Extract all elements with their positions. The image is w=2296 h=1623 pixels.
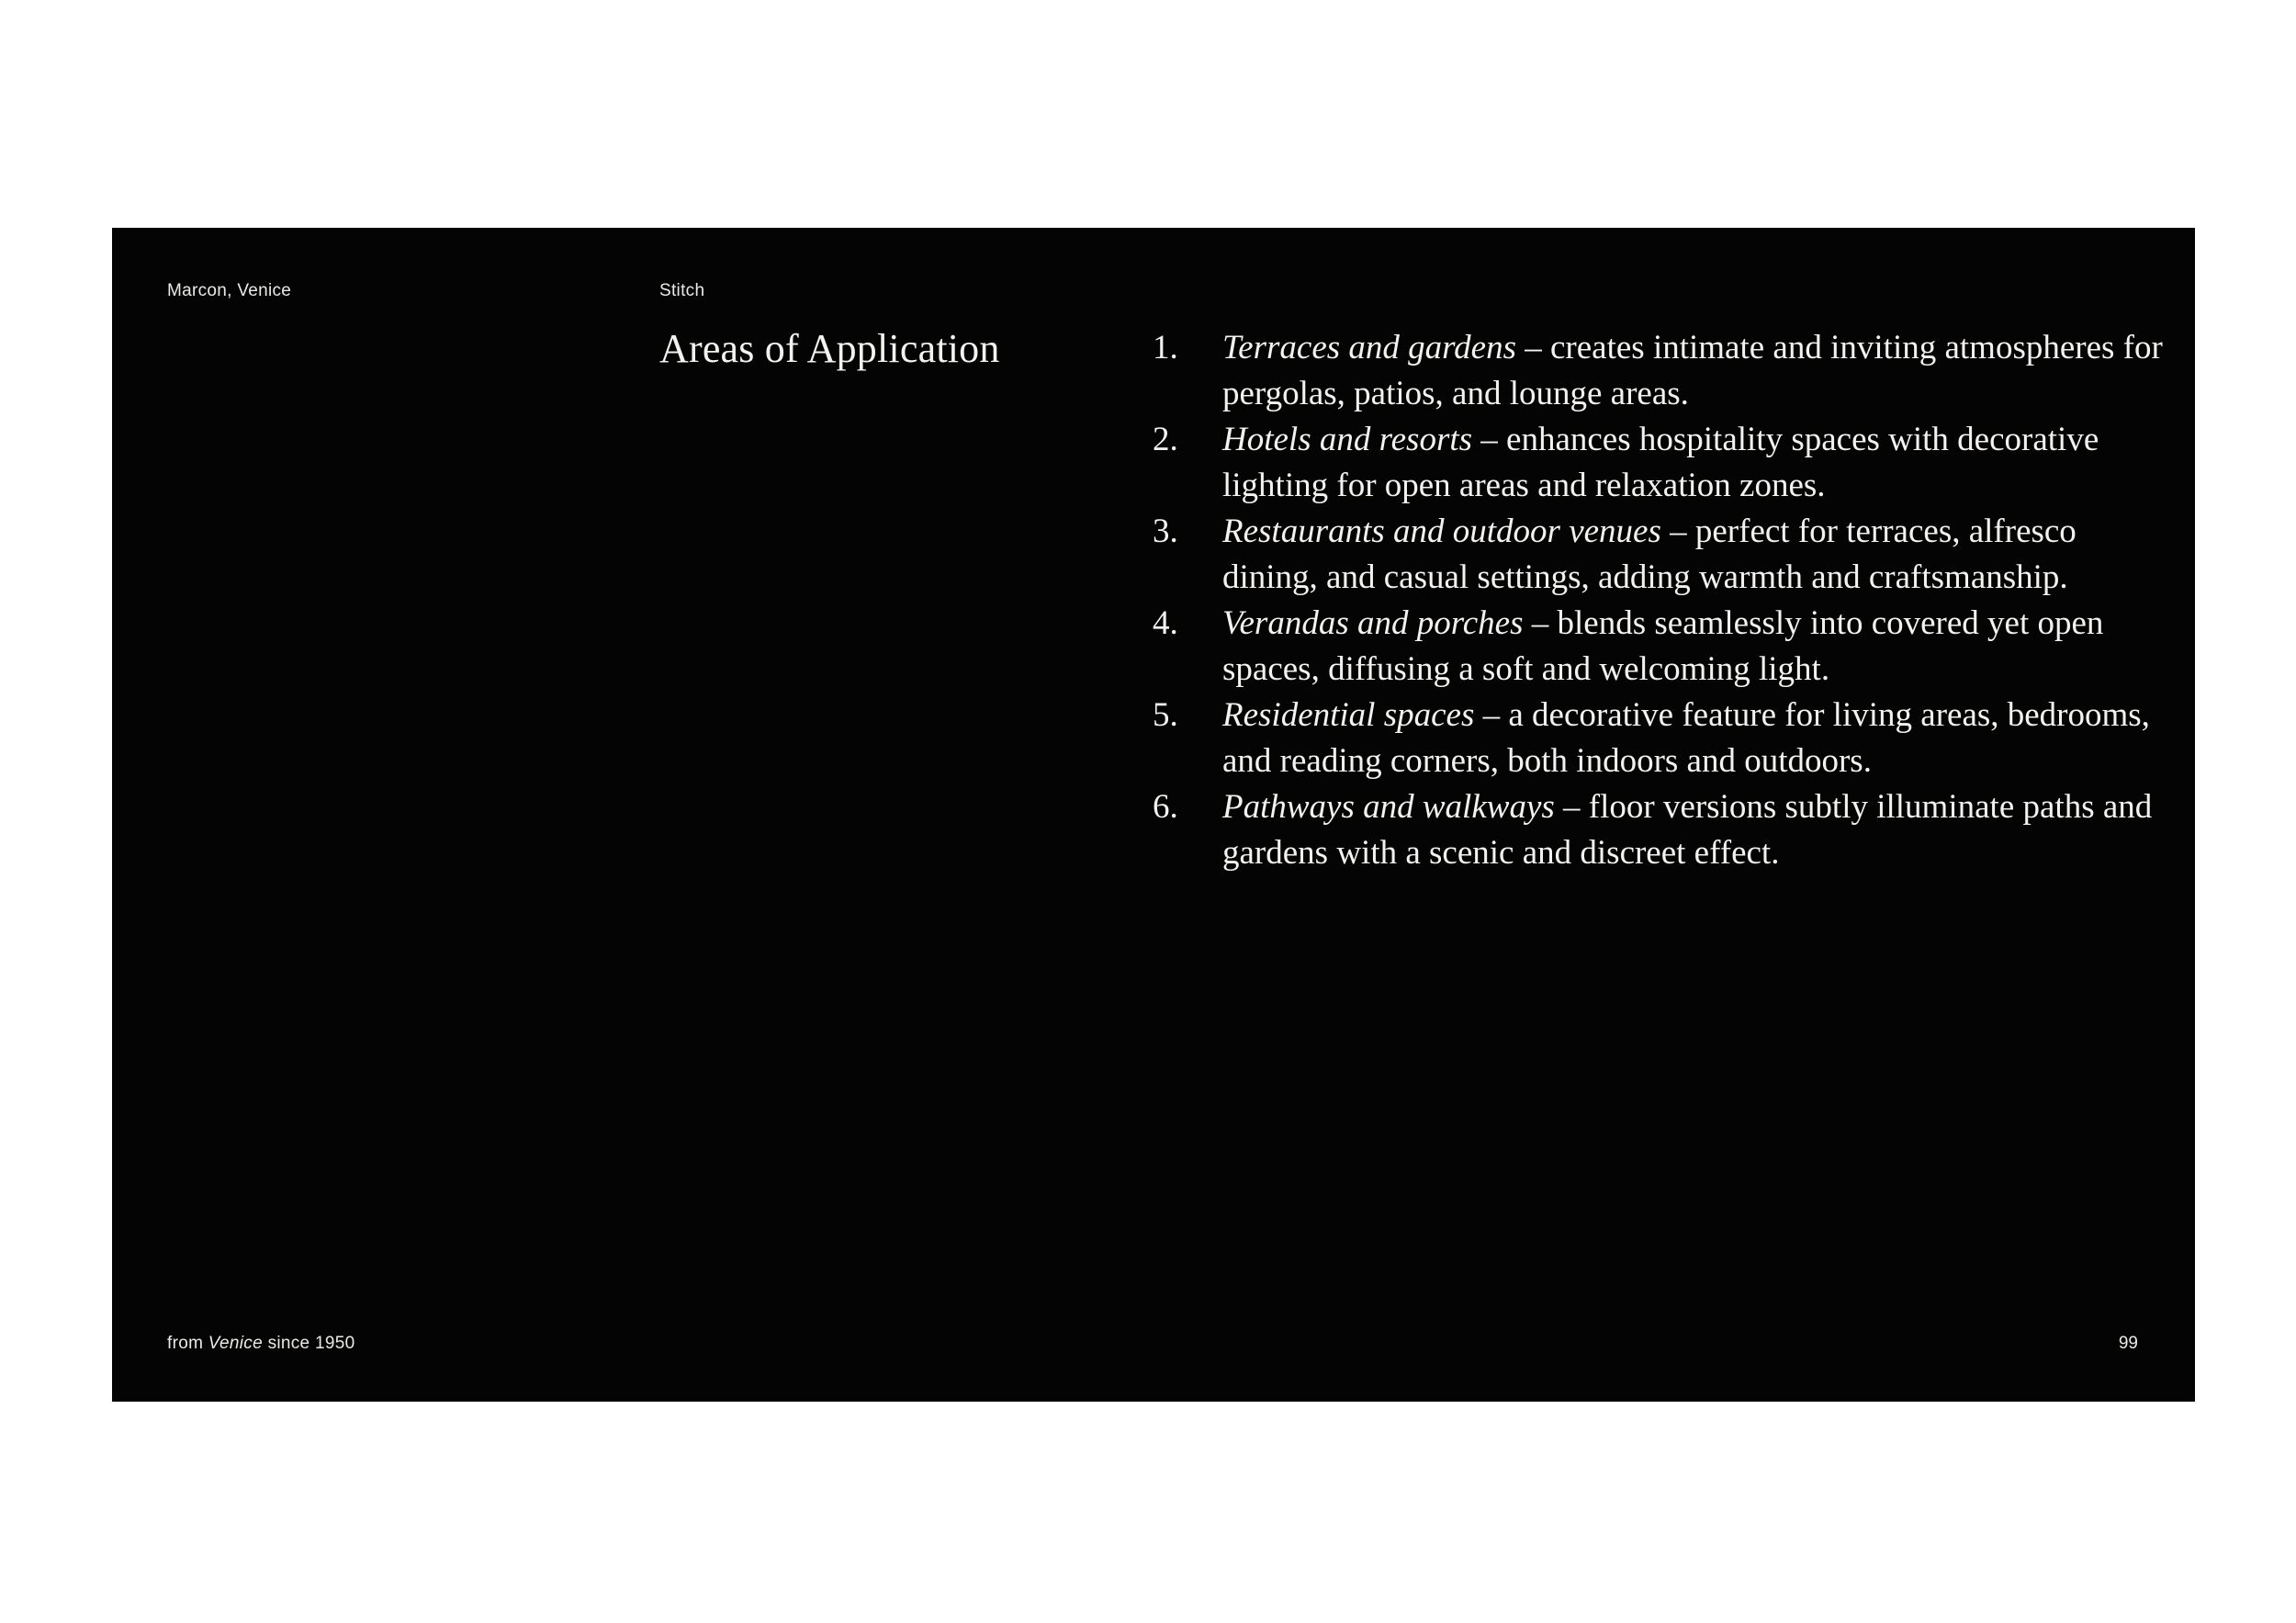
application-list: [1153, 325, 2167, 876]
list-item-lead: Restaurants and outdoor venues: [1222, 513, 1661, 550]
list-item-text: [1222, 509, 2167, 601]
list-item: [1153, 417, 2167, 509]
list-item-text: [1222, 601, 2167, 693]
footer-tagline-venice: Venice: [208, 1334, 263, 1353]
list-item-body: – a decorative feature for living areas, bedrooms, and reading corners, both indoors and outdoors.: [1222, 696, 2150, 780]
list-item-body: – enhances hospitality spaces with decorative lighting for open areas and relaxation zones.: [1222, 421, 2099, 504]
list-item-number: 3.: [1153, 513, 1178, 550]
list-item-text: [1222, 784, 2167, 876]
list-item: [1153, 693, 2167, 784]
list-item-number: 2.: [1153, 421, 1178, 458]
footer-tagline-prefix: from: [167, 1334, 208, 1353]
list-item-number: 4.: [1153, 604, 1178, 642]
list-item-body: – creates intimate and inviting atmospheres for pergolas, patios, and lounge areas.: [1222, 329, 2163, 412]
footer-tagline-suffix: since 1950: [262, 1334, 355, 1353]
list-item-lead: Terraces and gardens: [1222, 329, 1516, 366]
list-item-lead: Pathways and walkways: [1222, 788, 1555, 826]
list-item-text: [1222, 325, 2167, 417]
list-item: [1153, 601, 2167, 693]
list-item: [1153, 509, 2167, 601]
list-item-body: – floor versions subtly illuminate paths and gardens with a scenic and discreet effect.: [1222, 788, 2153, 872]
list-item-lead: Hotels and resorts: [1222, 421, 1473, 458]
list-item-body: – blends seamlessly into covered yet open spaces, diffusing a soft and welcoming light.: [1222, 604, 2104, 688]
list-item-lead: Residential spaces: [1222, 696, 1475, 734]
brochure-page-panel: [112, 228, 2195, 1402]
list-item-number: 1.: [1153, 329, 1178, 366]
list-item-lead: Verandas and porches: [1222, 604, 1524, 642]
list-item: [1153, 784, 2167, 876]
page-number: 99: [2118, 1334, 2138, 1353]
product-label: Stitch: [659, 281, 705, 300]
list-item-text: [1222, 417, 2167, 509]
list-item-number: 5.: [1153, 696, 1178, 734]
list-item-body: – perfect for terraces, alfresco dining, and casual settings, adding warmth and craftsmanship.: [1222, 513, 2077, 596]
page-title: Areas of Application: [659, 326, 1000, 371]
list-item: [1153, 325, 2167, 417]
list-item-number: 6.: [1153, 788, 1178, 826]
list-item-text: [1222, 693, 2167, 784]
brand-label: Marcon, Venice: [167, 281, 292, 300]
footer-tagline: [167, 1334, 355, 1354]
